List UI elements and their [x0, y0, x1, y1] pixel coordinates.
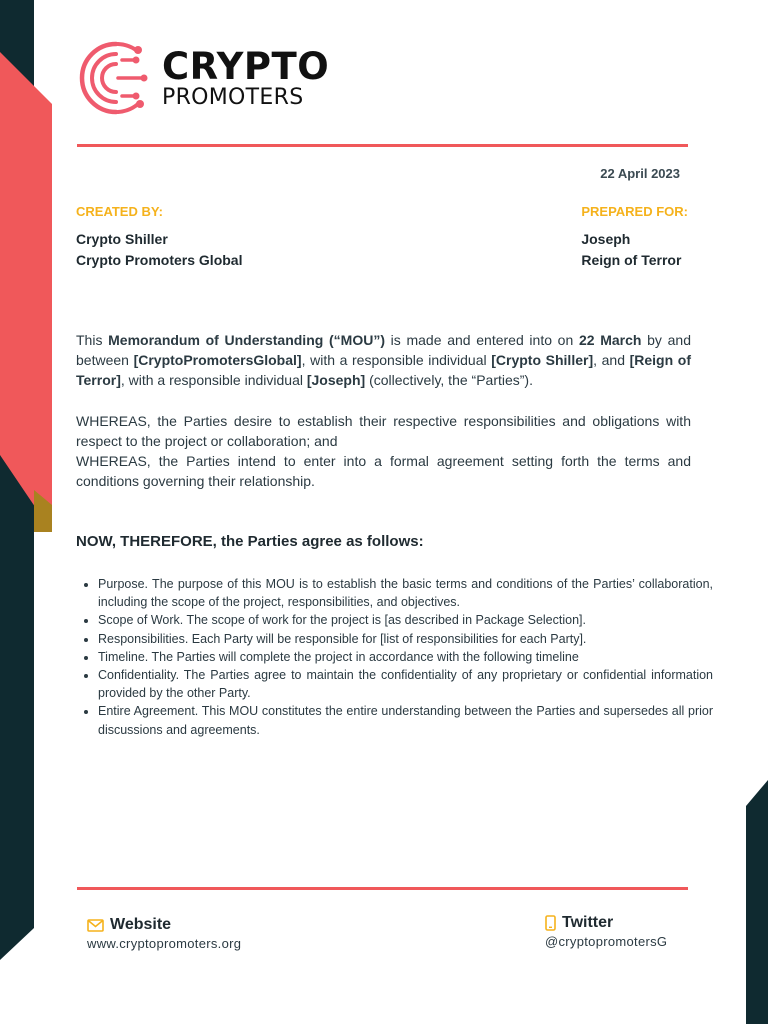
list-item: • Timeline. The Parties will complete the project in accordance with the following timeline: [98, 648, 713, 666]
intro-emphasis: [Reign of Terror]: [76, 352, 691, 389]
intro-emphasis: 22 March: [578, 332, 642, 348]
phone-icon: [545, 915, 556, 931]
terms-list: [76, 575, 713, 739]
creator-name: Crypto Shiller: [76, 231, 168, 247]
document-date: 22 April 2023: [600, 166, 680, 181]
prepared-for-label: PREPARED FOR:: [581, 204, 688, 219]
list-item: • Purpose. The purpose of this MOU is to establish the basic terms and conditions of the Parties’ collaboration, including the scope of the project, responsibilities, and objectives.: [98, 575, 713, 611]
intro-text: This: [76, 332, 109, 348]
prepared-for-block: [581, 204, 688, 271]
intro-emphasis: [Crypto Shiller]: [491, 352, 594, 369]
intro-text: , and: [593, 352, 630, 369]
website-label: Website: [110, 916, 172, 933]
mail-icon: [87, 919, 104, 932]
whereas-clause-2: WHEREAS, the Parties intend to enter into a formal agreement setting forth the terms and conditions governing their relationship.: [76, 453, 691, 490]
footer-twitter: [545, 914, 667, 949]
left-side-decoration: [0, 0, 60, 1024]
creator-company: Crypto Promoters Global: [76, 252, 243, 268]
intro-emphasis: Memorandum of Understanding (“MOU”): [108, 332, 385, 348]
whereas-clause-1: WHEREAS, the Parties desire to establish their respective responsibilities and obligations with respect to the project or collaboration; and: [76, 412, 691, 449]
list-item: • Responsibilities. Each Party will be responsible for [list of responsibilities for each Party].: [98, 630, 713, 648]
intro-section: [76, 330, 691, 491]
header-divider: [77, 144, 688, 147]
website-link[interactable]: www.cryptopromoters.org: [87, 936, 242, 951]
intro-text: is made and entered into on: [384, 332, 579, 348]
agreement-heading: NOW, THEREFORE, the Parties agree as follows:: [76, 533, 424, 550]
right-side-decoration: [746, 780, 768, 1024]
intro-paragraph: [76, 330, 691, 391]
crypto-logo-icon: [78, 40, 154, 116]
intro-emphasis: [Joseph]: [306, 372, 366, 389]
intro-text: by and between: [76, 332, 691, 369]
recipient-company: Reign of Terror: [581, 252, 682, 268]
whereas-paragraph: [76, 411, 691, 492]
twitter-label: Twitter: [562, 914, 614, 931]
brand-name: CRYPTO: [162, 44, 330, 88]
recipient-name: Joseph: [581, 231, 631, 247]
created-by-block: [76, 204, 242, 271]
intro-text: , with a responsible individual: [301, 352, 492, 369]
list-item: • Entire Agreement. This MOU constitutes the entire understanding between the Parties and supersedes all prior discussions and agreements.: [98, 702, 713, 738]
intro-text: (collectively, the “Parties”).: [365, 372, 533, 389]
twitter-handle[interactable]: @cryptopromotersG: [545, 934, 668, 949]
footer-website: [87, 916, 241, 951]
list-item: • Confidentiality. The Parties agree to maintain the confidentiality of any proprietary or confidential information provided by the other Party.: [98, 666, 713, 702]
brand-tagline: PROMOTERS: [162, 84, 304, 110]
footer-divider: [77, 887, 688, 890]
intro-emphasis: [CryptoPromotersGlobal]: [133, 352, 302, 369]
brand-logo: [78, 40, 329, 116]
created-by-label: CREATED BY:: [76, 204, 163, 219]
list-item: • Scope of Work. The scope of work for the project is [as described in Package Selection].: [98, 611, 713, 629]
intro-text: , with a responsible individual: [120, 372, 307, 389]
